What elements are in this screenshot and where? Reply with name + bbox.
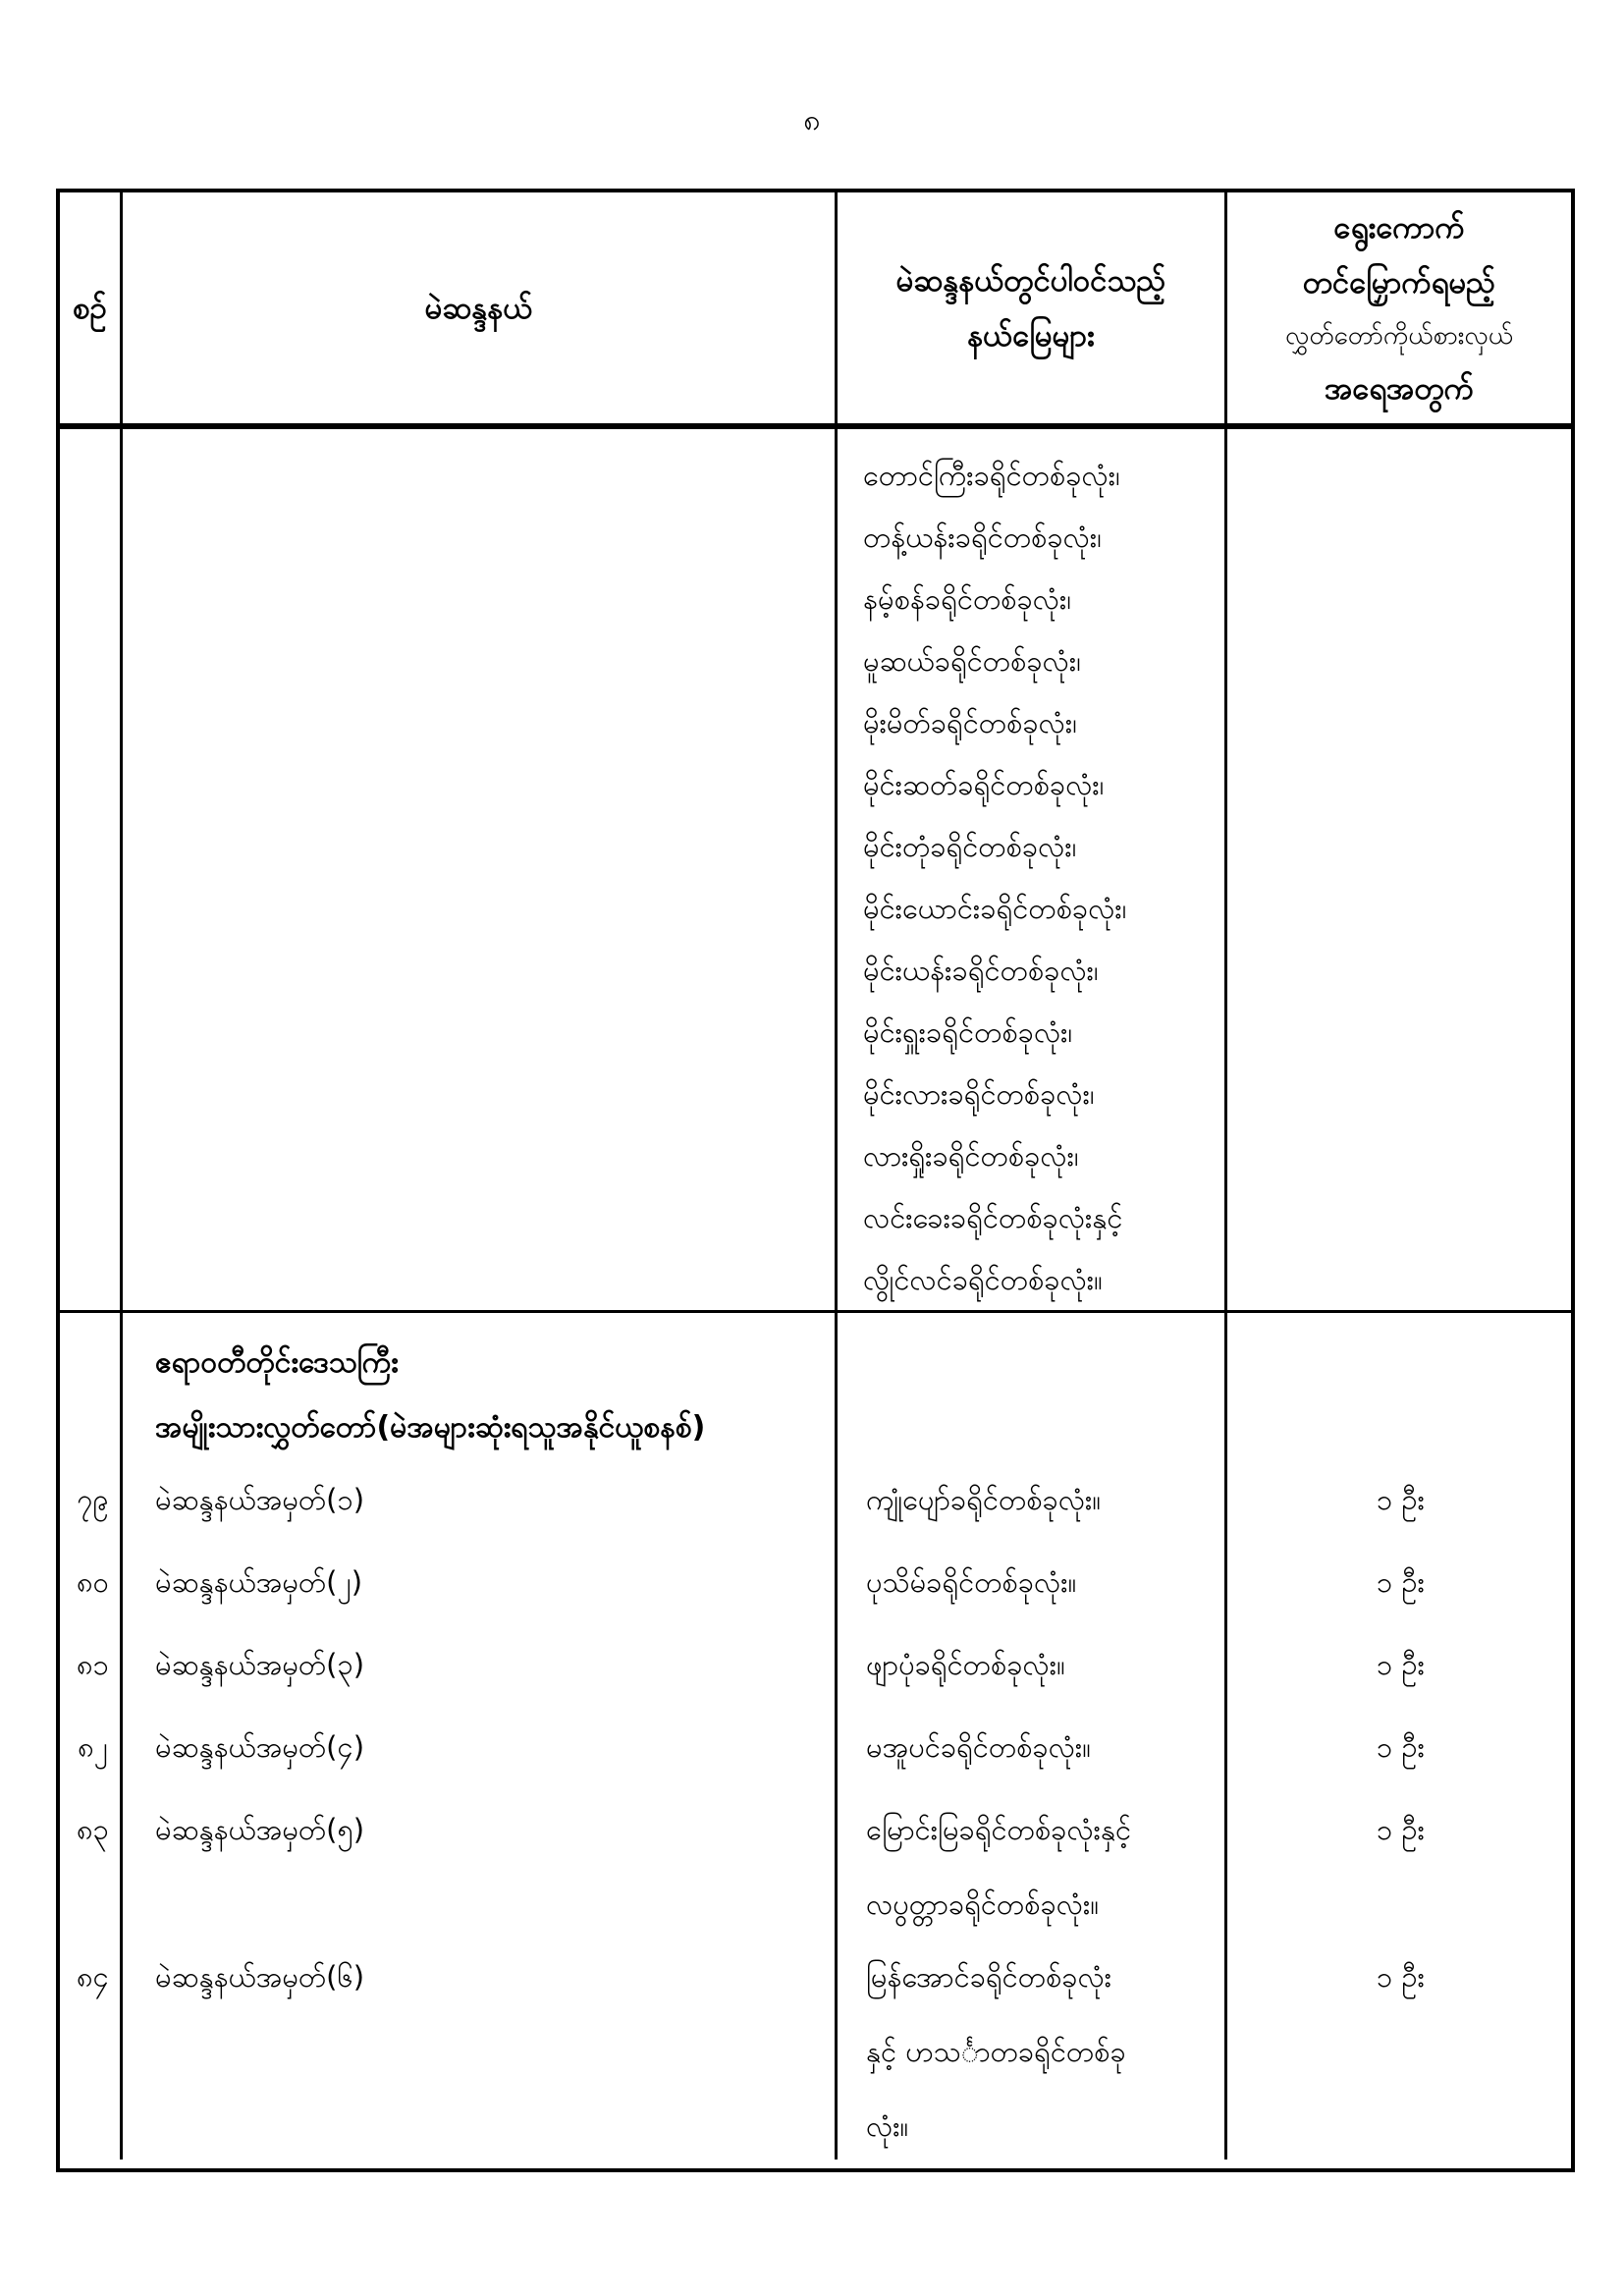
table-row bbox=[60, 1725, 1571, 1769]
header-areas bbox=[838, 192, 1227, 423]
header-areas-line1: မဲဆန္ဒနယ်တွင်ပါဝင်သည့် bbox=[895, 262, 1166, 299]
section-title-line1: ဧရာဝတီတိုင်းဒေသကြီး bbox=[155, 1345, 399, 1380]
row-constituency: မဲဆန္ဒနယ်အမှတ်(၂) bbox=[155, 1565, 363, 1599]
area-line: မအူပင်ခရိုင်တစ်ခုလုံး။ bbox=[866, 1730, 1092, 1764]
area-line: လားရှိုးခရိုင်တစ်ခုလုံး၊ bbox=[863, 1139, 1079, 1173]
row-constituency: မဲဆန္ဒနယ်အမှတ်(၄) bbox=[155, 1730, 365, 1764]
row-areas bbox=[840, 1725, 1230, 1769]
area-line: တန့်ယန်းခရိုင်တစ်ခုလုံး၊ bbox=[863, 520, 1102, 554]
continuation-serial-cell bbox=[60, 429, 123, 1311]
table-header-row bbox=[60, 192, 1571, 429]
header-count-line1: ရွေးကောက် bbox=[1333, 209, 1465, 246]
header-constituency-label: မဲဆန္ဒနယ် bbox=[424, 290, 533, 326]
area-line: မိုင်းလားခရိုင်တစ်ခုလုံး၊ bbox=[863, 1077, 1095, 1111]
table-row bbox=[60, 1560, 1571, 1604]
area-line: လင်းခေးခရိုင်တစ်ခုလုံးနှင့် bbox=[863, 1201, 1123, 1234]
area-line: ဖျာပုံခရိုင်တစ်ခုလုံး။ bbox=[866, 1648, 1065, 1681]
table-row bbox=[60, 1955, 1571, 2148]
continuation-areas-cell bbox=[838, 429, 1227, 1311]
header-areas-line2: နယ်မြေများ bbox=[967, 317, 1095, 354]
area-line: မိုင်းဆတ်ခရိုင်တစ်ခုလုံး၊ bbox=[863, 768, 1105, 801]
header-count-line3: လွှတ်တော်ကိုယ်စားလှယ် bbox=[1284, 320, 1514, 351]
page-number: ၈ bbox=[803, 103, 821, 137]
row-constituency: မဲဆန္ဒနယ်အမှတ်(၅) bbox=[155, 1813, 365, 1846]
area-line: မူဆယ်ခရိုင်တစ်ခုလုံး၊ bbox=[863, 644, 1081, 678]
area-line: မိုင်းယန်းခရိုင်တစ်ခုလုံး၊ bbox=[863, 954, 1099, 987]
section-title-line2: အမျိုးသားလွှတ်တော်(မဲအများဆုံးရသူအနိုင်ယူစနစ်) bbox=[155, 1410, 706, 1445]
section-row bbox=[60, 1313, 1571, 2159]
row-count: ၁ ဦး bbox=[1377, 1730, 1425, 1764]
section-title bbox=[155, 1331, 705, 1460]
area-line: မိုးမိတ်ခရိုင်တစ်ခုလုံး၊ bbox=[863, 706, 1077, 739]
continuation-row bbox=[60, 429, 1571, 1313]
continuation-count-cell bbox=[1227, 429, 1571, 1311]
row-constituency: မဲဆန္ဒနယ်အမှတ်(၃) bbox=[155, 1648, 365, 1681]
section-content bbox=[60, 1313, 1571, 2159]
row-areas bbox=[840, 1955, 1230, 2148]
header-count-line4: အရေအတွက် bbox=[1324, 370, 1475, 407]
row-serial: ၈၃ bbox=[77, 1813, 109, 1846]
row-serial: ၈၄ bbox=[77, 1960, 109, 1994]
area-line: မိုင်းရှူးခရိုင်တစ်ခုလုံး၊ bbox=[863, 1015, 1073, 1049]
row-serial: ၈၀ bbox=[77, 1565, 109, 1599]
table-row bbox=[60, 1478, 1571, 1521]
area-line: ကျုံပျော်ခရိုင်တစ်ခုလုံး။ bbox=[866, 1483, 1102, 1516]
area-line: မြောင်းမြခရိုင်တစ်ခုလုံးနှင့် bbox=[866, 1813, 1132, 1846]
area-line: လပွတ္တာခရိုင်တစ်ခုလုံး။ bbox=[866, 1887, 1100, 1921]
table-row bbox=[60, 1808, 1571, 1926]
continuation-constituency-cell bbox=[123, 429, 838, 1311]
row-count: ၁ ဦး bbox=[1377, 1565, 1425, 1599]
header-constituency bbox=[123, 192, 838, 423]
row-areas bbox=[840, 1643, 1230, 1686]
row-constituency: မဲဆန္ဒနယ်အမှတ်(၆) bbox=[155, 1960, 365, 1994]
area-line: နမ့်စန်ခရိုင်တစ်ခုလုံး၊ bbox=[863, 582, 1071, 616]
area-line: မြန်အောင်ခရိုင်တစ်ခုလုံး bbox=[866, 1960, 1112, 1994]
area-line: တောင်ကြီးခရိုင်တစ်ခုလုံး၊ bbox=[863, 459, 1120, 492]
table-row bbox=[60, 1643, 1571, 1686]
area-line: ပုသိမ်ခရိုင်တစ်ခုလုံး။ bbox=[866, 1565, 1077, 1599]
area-line: မိုင်းတုံခရိုင်တစ်ခုလုံး၊ bbox=[863, 830, 1077, 863]
area-line: လွိုင်လင်ခရိုင်တစ်ခုလုံး။ bbox=[863, 1263, 1103, 1296]
row-constituency: မဲဆန္ဒနယ်အမှတ်(၁) bbox=[155, 1483, 365, 1516]
header-serial bbox=[60, 192, 123, 423]
row-count: ၁ ဦး bbox=[1377, 1813, 1425, 1846]
row-areas bbox=[840, 1560, 1230, 1604]
area-line: မိုင်းယောင်းခရိုင်တစ်ခုလုံး၊ bbox=[863, 892, 1127, 925]
constituency-table bbox=[56, 189, 1575, 2172]
row-areas bbox=[840, 1478, 1230, 1521]
row-serial: ၈၂ bbox=[78, 1730, 108, 1764]
row-areas bbox=[840, 1808, 1230, 1926]
row-serial: ၈၁ bbox=[77, 1648, 109, 1681]
header-count bbox=[1227, 192, 1571, 423]
row-count: ၁ ဦး bbox=[1377, 1483, 1425, 1516]
row-serial: ၇၉ bbox=[77, 1483, 109, 1516]
area-line: လုံး။ bbox=[866, 2109, 909, 2143]
area-line: နှင့် ဟသင်္ာတခရိုင်တစ်ခု bbox=[866, 2035, 1126, 2068]
header-count-line2: တင်မြှောက်ရမည့် bbox=[1302, 264, 1496, 301]
row-count: ၁ ဦး bbox=[1377, 1648, 1425, 1681]
header-serial-label: စဉ် bbox=[73, 290, 107, 326]
row-count: ၁ ဦး bbox=[1377, 1960, 1425, 1994]
